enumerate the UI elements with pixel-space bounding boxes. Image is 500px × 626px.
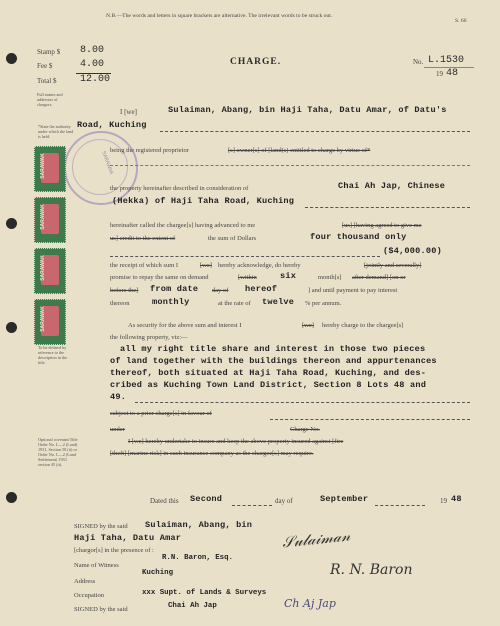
punch-hole bbox=[6, 218, 17, 229]
fee-label: Fee $ bbox=[37, 62, 53, 70]
defined-note: To be defined by reference to the description in the title. bbox=[38, 345, 68, 365]
signed-by-label-2: SIGNED by the said bbox=[74, 606, 128, 613]
fee-value: 4.00 bbox=[80, 59, 105, 70]
struck-line-2b: Charge No. bbox=[290, 426, 320, 433]
chargors-note: Full names and addresses of chargors. bbox=[37, 92, 63, 107]
total-label: Total $ bbox=[37, 77, 57, 85]
signed-by-label: SIGNED by the said bbox=[74, 523, 128, 530]
chargor-line-1: Sulaiman, Abang, bin Haji Taha, Datu Amar, of Datu's bbox=[168, 105, 447, 115]
chargee-signature: Ch Aj Jap bbox=[284, 597, 336, 610]
stamp-label-text: SARAWAK bbox=[39, 153, 46, 179]
per-annum-text: % per annum. bbox=[305, 300, 342, 307]
months-value: six bbox=[280, 271, 297, 281]
credit-struck: us] credit to the extent of bbox=[110, 235, 176, 242]
dashed-fill bbox=[305, 207, 470, 208]
stamp-label-text: SARAWAK bbox=[39, 255, 46, 281]
punch-hole bbox=[6, 322, 17, 333]
proprietor-text: being the registered proprietor bbox=[110, 147, 189, 154]
promise-text: promise to repay the same on demand bbox=[110, 274, 209, 281]
sum-text: the sum of Dollars bbox=[208, 235, 257, 242]
months-struck: after demand] [on or bbox=[352, 274, 406, 281]
address-value: Kuching bbox=[142, 569, 174, 577]
revenue-stamp bbox=[34, 146, 66, 192]
charge-no-value: L.1530 bbox=[428, 55, 465, 66]
security-text-2: hereby charge to the chargee[s] bbox=[322, 322, 404, 329]
dated-year: 48 bbox=[451, 494, 462, 504]
chargor-sig-line-2: Haji Taha, Datu Amar bbox=[74, 533, 182, 543]
nb-note: N.B.—The words and letters in square brackets are alternative. The irrelevant words to be struck out. bbox=[106, 13, 333, 19]
dashed-fill bbox=[135, 402, 470, 403]
security-text: As security for the above sum and interest I bbox=[128, 322, 242, 329]
dashed-fill bbox=[160, 131, 470, 132]
receipt-text: the receipt of which sum I bbox=[110, 262, 179, 269]
security-struck: [we] bbox=[302, 322, 314, 329]
dashed-fill bbox=[110, 256, 380, 257]
punch-hole bbox=[6, 53, 17, 64]
chargor-in-presence: [chargor[s] in the presence of : bbox=[74, 547, 154, 554]
day-struck: day of bbox=[212, 287, 229, 294]
property-line-1: all my right title share and interest in those two pieces bbox=[120, 344, 426, 354]
struck-line-2: under bbox=[110, 426, 125, 433]
revenue-stamp bbox=[34, 248, 66, 294]
hereinafter-struck: [us] [having agreed to give me bbox=[342, 222, 422, 229]
year-value: 48 bbox=[446, 68, 459, 79]
receipt-text-2: hereby acknowledge, do hereby bbox=[218, 262, 301, 269]
form-number: S. 66 bbox=[455, 18, 467, 24]
dated-label: Dated this bbox=[150, 497, 179, 505]
from-date: from date bbox=[150, 284, 199, 294]
chargee-line-2: (Hekka) of Haji Taha Road, Kuching bbox=[112, 196, 295, 206]
chargor-prefix: I [we] bbox=[120, 108, 137, 116]
property-line-4: cribed as Kuching Town Land District, Section 8 Lots 48 and bbox=[110, 380, 427, 390]
property-line-5: 49. bbox=[110, 392, 127, 402]
struck-line-4: [theft] [marine risk] in such insurance company as the chargee[s] may require. bbox=[110, 450, 314, 457]
stamp-label: Stamp $ bbox=[37, 48, 61, 56]
chargor-line-2: Road, Kuching bbox=[77, 120, 147, 130]
months-text: month[s] bbox=[318, 274, 342, 281]
property-line-3: thereof, both situated at Haji Taha Road, Kuching, and des- bbox=[110, 368, 427, 378]
thereon-text: thereon bbox=[110, 300, 130, 307]
stamp-value: 8.00 bbox=[80, 45, 105, 56]
before-struck: before the] bbox=[110, 287, 139, 294]
total-value: 12.00 bbox=[80, 74, 111, 85]
dated-year-prefix: 19 bbox=[440, 497, 447, 505]
proprietor-struck: [s] owner[s] of [land(s) entitled to charge by virtue of* bbox=[228, 147, 371, 154]
period-value: monthly bbox=[152, 297, 190, 307]
stamp-label-text: SARAWAK bbox=[39, 204, 46, 230]
promise-struck: [within bbox=[238, 274, 257, 281]
receipt-struck: [we] bbox=[200, 262, 212, 269]
revenue-stamp bbox=[34, 197, 66, 243]
seal-text: SARAWAK bbox=[100, 150, 115, 176]
chargor-signature: 𝒮𝓊𝓁𝒶𝒾𝓂𝒶𝓃 bbox=[281, 526, 352, 552]
sum-words: four thousand only bbox=[310, 232, 407, 242]
optional-covenant-note: Optional covenant Title Order No. L—2 (Land) 1931, Section 58 (ii) or Order No. L—2 (Land Settlement) 1933 section 45 (ii). bbox=[38, 437, 78, 467]
punch-hole bbox=[6, 492, 17, 503]
hereof-text: hereof bbox=[245, 284, 278, 294]
dated-day: Second bbox=[190, 494, 223, 504]
occupation-value: xxx Supt. of Lands & Surveys bbox=[142, 589, 267, 597]
state-authority-note: *State the authority under which the land is held. bbox=[38, 124, 74, 139]
struck-line-3: I [we] hereby undertake to insure and keep the above property insured against [fire bbox=[128, 438, 344, 445]
struck-line-1: subject to a prior charge[s] in favour of bbox=[110, 410, 212, 417]
dated-month: September bbox=[320, 494, 369, 504]
chargee-sig-value: Chai Ah Jap bbox=[168, 602, 217, 610]
witness-label: Name of Witness bbox=[74, 562, 119, 569]
chargor-sig-line-1: Sulaiman, Abang, bin bbox=[145, 520, 253, 530]
witness-signature: R. N. Baron bbox=[330, 562, 413, 578]
sum-figure: ($4,000.00) bbox=[383, 246, 442, 256]
stamp-label-text: SARAWAK bbox=[39, 306, 46, 332]
consideration-text: the property hereinafter described in consideration of bbox=[110, 185, 249, 192]
rate-text: at the rate of bbox=[218, 300, 251, 307]
document-title: CHARGE. bbox=[230, 57, 282, 67]
property-line-2: of land together with the buildings thereon and appurtenances bbox=[110, 356, 437, 366]
witness-name-value: R.N. Baron, Esq. bbox=[162, 554, 233, 562]
day-of-label: day of bbox=[275, 497, 293, 505]
interest-text: ] and until payment to pay interest bbox=[308, 287, 398, 294]
dashed-fill bbox=[375, 505, 425, 506]
receipt-struck-2: [jointly and severally] bbox=[364, 262, 422, 269]
dashed-fill bbox=[110, 165, 470, 166]
chargee-line-1: Chai Ah Jap, Chinese bbox=[338, 181, 446, 191]
address-label: Address bbox=[74, 578, 96, 585]
dashed-fill bbox=[232, 505, 272, 506]
year-prefix: 19 bbox=[436, 70, 443, 78]
charge-no-label: No. bbox=[413, 58, 424, 66]
dashed-fill bbox=[270, 419, 470, 420]
following-text: the following property, viz:— bbox=[110, 334, 188, 341]
occupation-label: Occupation bbox=[74, 592, 104, 599]
rate-value: twelve bbox=[262, 297, 295, 307]
revenue-stamp bbox=[34, 299, 66, 345]
hereinafter-text: hereinafter called the chargee[s] having advanced to me bbox=[110, 222, 256, 229]
